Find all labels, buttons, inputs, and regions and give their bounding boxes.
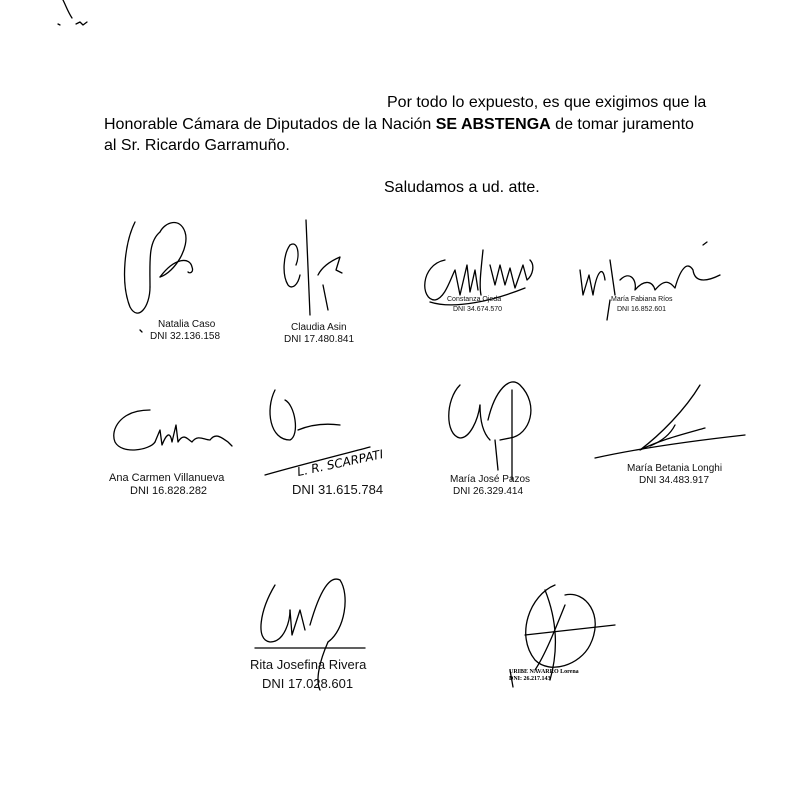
body-line-2-start: Honorable Cámara de Diputados de la Nación — [104, 116, 436, 133]
signatory-2-dni: DNI 17.480.841 — [284, 334, 355, 345]
corner-mark — [28, 0, 88, 30]
signatory-9-name: Rita Josefina Rivera — [250, 657, 367, 672]
signatory-8-name: María Betania Longhi — [627, 463, 723, 474]
body-line-2-bold: SE ABSTENGA — [435, 116, 551, 133]
signatory-4-dni: DNI 16.852.601 — [617, 306, 667, 313]
closing-line: Saludamos a ud. atte. — [384, 179, 540, 196]
signatory-4-name: María Fabiana Ríos — [611, 296, 673, 303]
signatory-1-dni: DNI 32.136.158 — [150, 331, 221, 342]
signatory-2-name: Claudia Asin — [291, 322, 347, 333]
signatory-6-name: L. R. SCARPATI — [295, 447, 385, 480]
signature-2 — [278, 215, 358, 325]
signatory-8-dni: DNI 34.483.917 — [639, 475, 710, 486]
body-line-2 — [104, 114, 694, 135]
signatory-1-name: Natalia Caso — [158, 319, 216, 330]
signatory-7-dni: DNI 26.329.414 — [453, 486, 524, 497]
body-line-2-end: de tomar juramento — [550, 116, 694, 133]
signature-7 — [440, 370, 550, 480]
signature-8 — [590, 380, 750, 465]
signatory-5-dni: DNI 16.828.282 — [130, 485, 208, 497]
signatory-10-name: URIBE NAVARRO Lorena — [509, 669, 579, 675]
signatory-9-dni: DNI 17.028.601 — [262, 676, 354, 691]
signature-5 — [100, 400, 250, 470]
signatory-7-name: María José Pazos — [450, 474, 531, 485]
signatory-10-dni: DNI: 26.217.143 — [509, 676, 551, 682]
body-line-1: Por todo lo expuesto, es que exigimos que la — [387, 94, 707, 111]
signatory-5-name: Ana Carmen Villanueva — [109, 472, 225, 484]
signatory-6-dni: DNI 31.615.784 — [292, 482, 384, 497]
signatory-3-name: Constanza Ojeda — [447, 296, 502, 303]
signatory-3-dni: DNI 34.674.570 — [453, 306, 503, 313]
body-line-3: al Sr. Ricardo Garramuño. — [104, 137, 290, 154]
